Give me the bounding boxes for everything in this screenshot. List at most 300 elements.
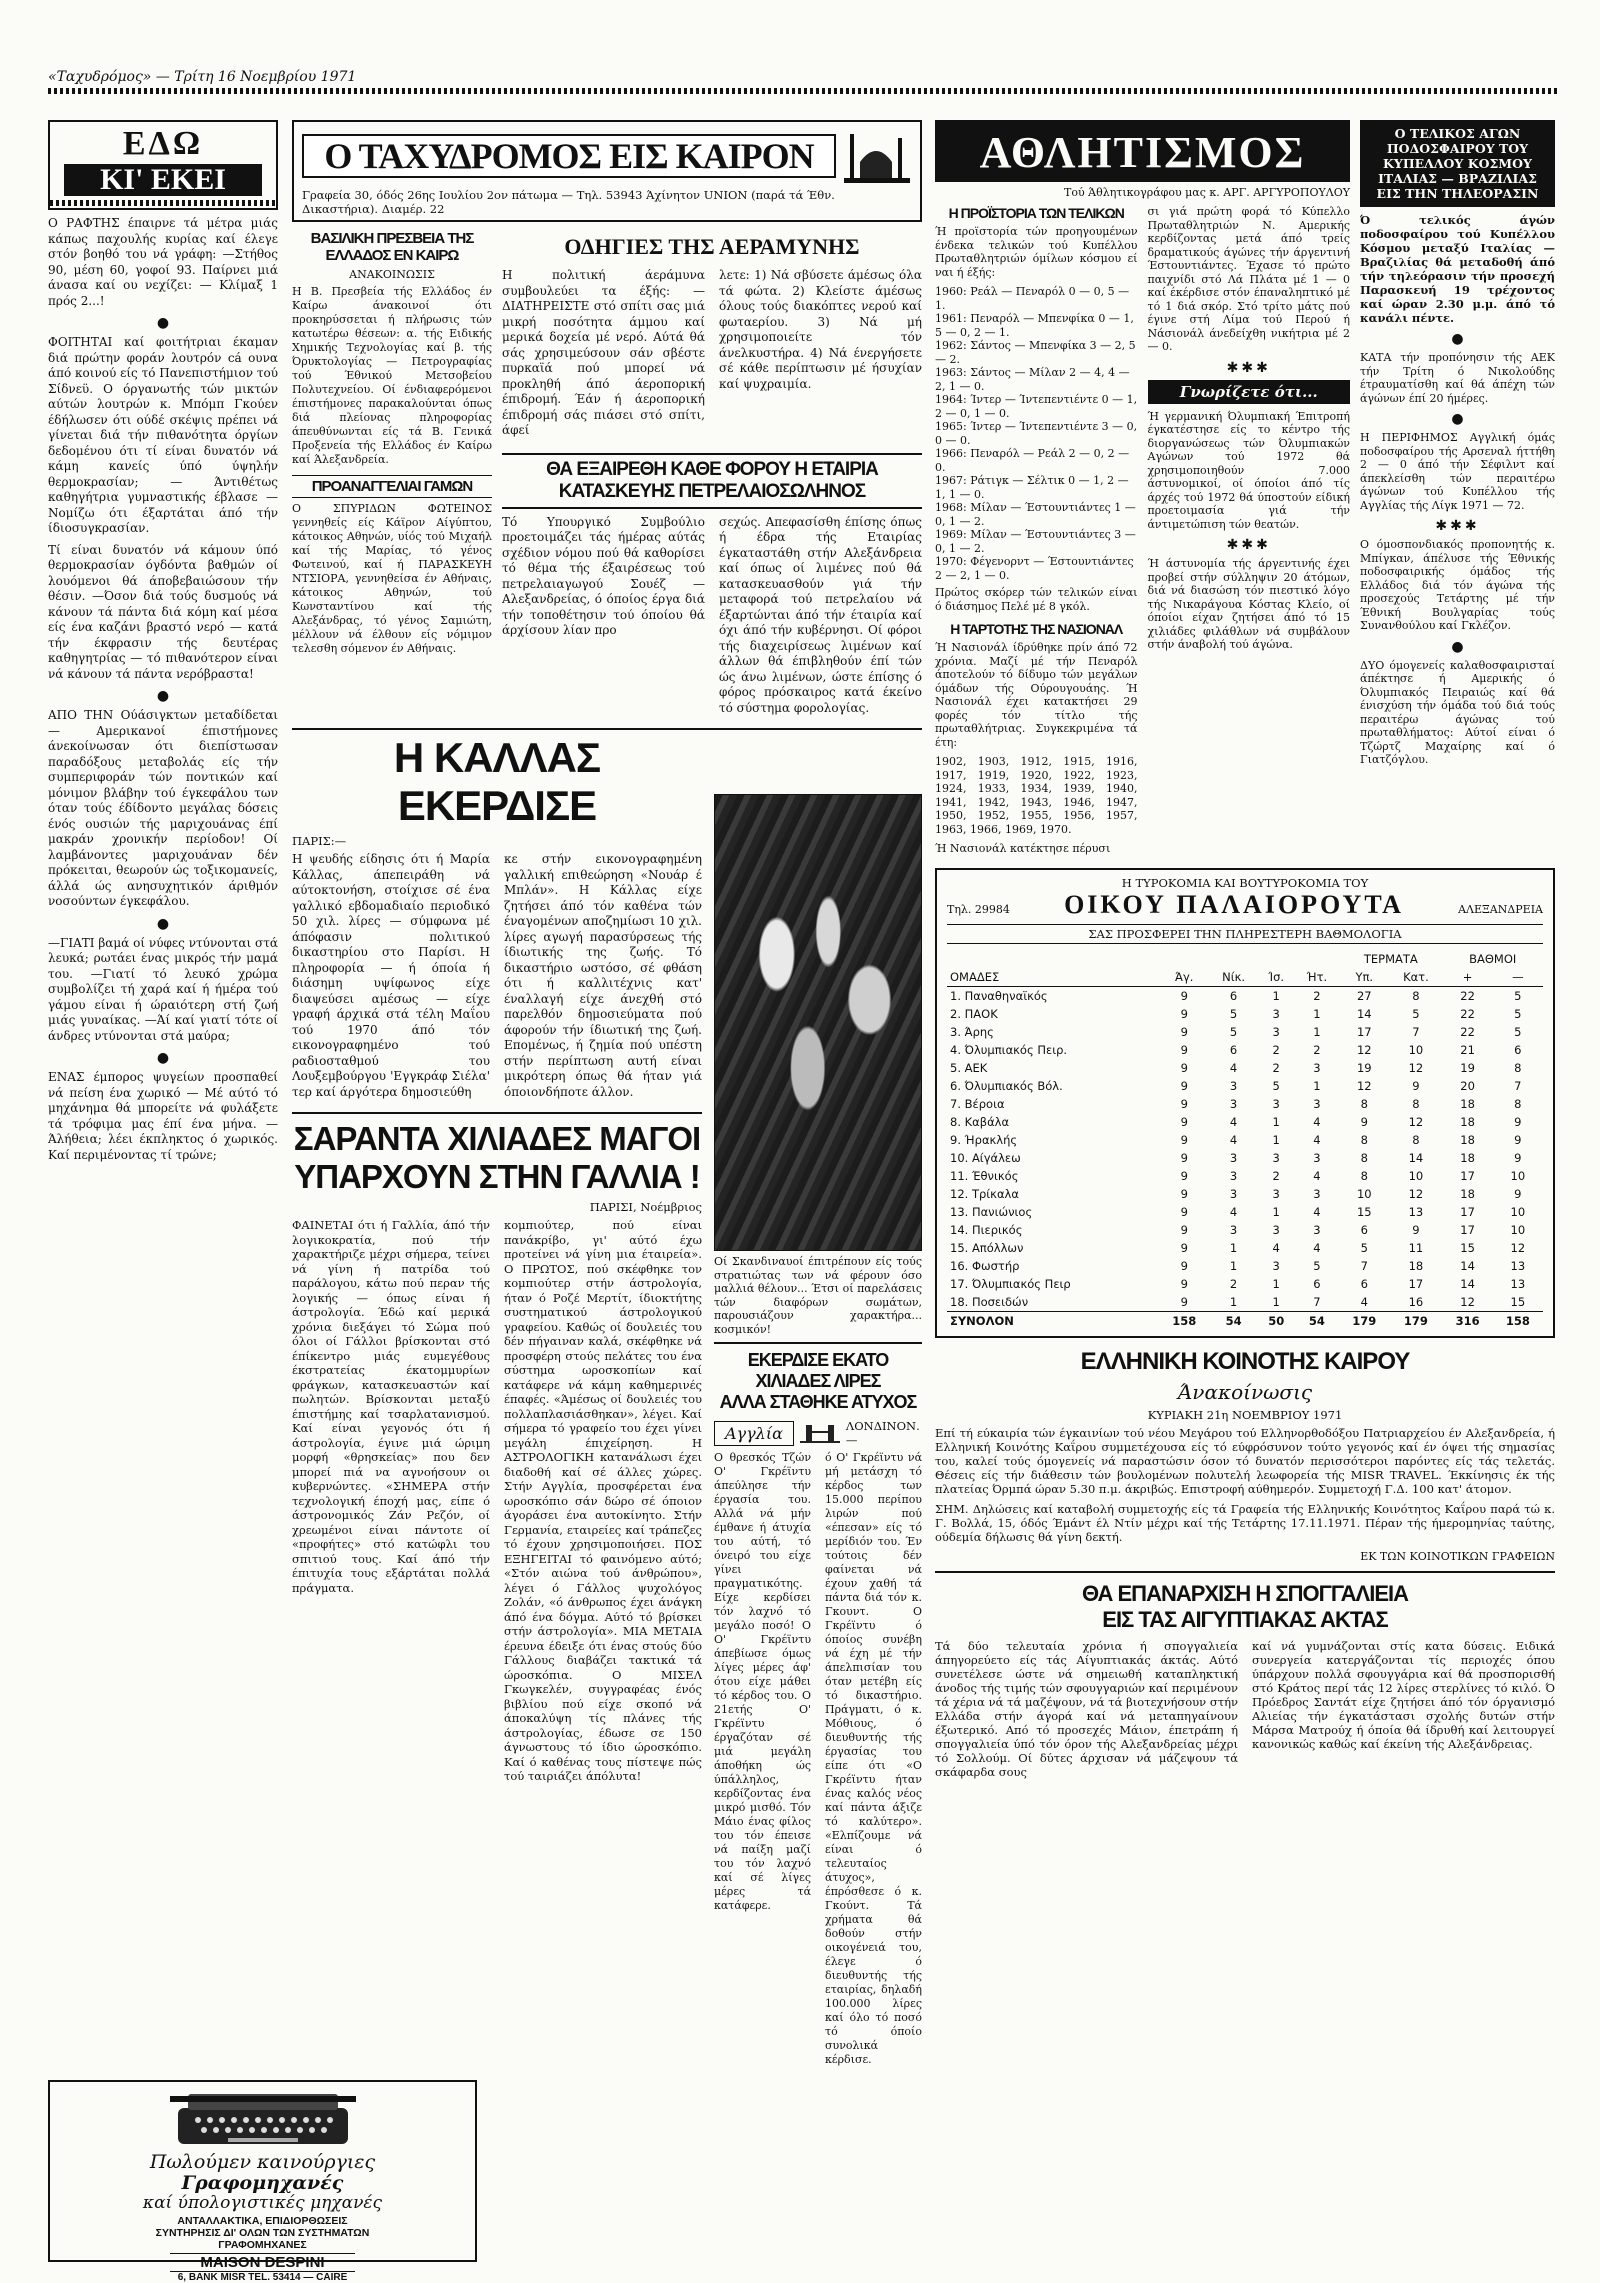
star-divider: ✱✱✱ (1226, 537, 1271, 553)
tax-text-left: Τό Υπουργικό Συμβούλιο προετοιμάζει τάς ήμέρας αύτάς σχέδιον νόμου πού θά καθορίσει τό θέμα τής έξαιρέσεως τού πετρελαιαγωγού Σουέζ — Αλεξανδρείας, ό όποίος έργα διά τήν τοποθέτησιν τού όποίου θά άρχίσουν λίαν προ (502, 514, 705, 637)
table-cell: 12 (1408, 1060, 1424, 1075)
sports-side (1360, 120, 1555, 862)
nacional-end: Ή Νασιονάλ κατέκτησε πέρυσι (935, 842, 1111, 855)
list-item: 1967: Ράτιγκ — Σέλτικ 0 — 1, 2 — 1, 1 — 0. (935, 474, 1129, 501)
did-you-know-1: Ή γερμανική Όλυμπιακή Έπιτροπή έγκατέστησε είς το κέντρο τής διοργανώσεως τών Όλυμπιακών Αγώνων τού 1972 θά χρησιμοποιηθούν 7.000 άστυνομικοί, οί όποίοι άπό τίς άρχές τού 1972 θά ύποστούν είδική προετοιμασία γιά τήν άντιμετώπιση τών θεατών. (1147, 409, 1350, 531)
total-cell: 158 (1493, 1311, 1543, 1330)
callas-text-right: κε στήν εικονογραφημένη γαλλική επιθεώρηση «Νουάρ έ Μπλάν». Η Κάλλας είχε ζητήσει άπό τόν καθένα τών έναγομένων αποζημίωσι 10 χιλ. λίρες αγωγή παρασύρσεως τής ίδιωτικής της ζωής. Τό δικαστήριο ωστόσο, σέ φθάση ότι ή καλλιτέχνις κατ' έναλλαγή είχε άνεχθή στό παρελθόν δημοσιεύματα πού άφορούν τήν ίδιωτική της ζωή. Επομένως, ή ζημία πού υπέστη στήν περίπτωση αυτή είναι μικρότερη όπως θά ήταν γιά όποιονδήποτε άλλον. (504, 852, 702, 1099)
table-cell: 1 (1313, 1078, 1321, 1093)
table-row (947, 1149, 1543, 1167)
table-cell: 18 (1460, 1186, 1475, 1201)
table-header-cell: Ήτ. (1295, 968, 1340, 987)
table-cell: 8 (1412, 988, 1420, 1003)
edo-paragraph-brides: —ΓΙΑΤΙ βαμά οί νύφες ντύνονται στά λευκά; ρωτάει ένας μικρός τήν μαμά του. —Γιατί τό λευκό χρώμα συμβολίζει τή χαρά καί ή ήμέρα τού γάμου είναι ή ώραιότερη στή ζωή μιάς γυναίκας. —Άί καί γιατί τότε οί άνδρες ντύνονται στά μαύρα; (48, 935, 278, 1043)
cairo-address: Γραφεία 30, όδός 26ης Ιουλίου 2ον πάτωμα — Τηλ. 53943 Άχίνητον UNION (παρά τά Έθν. Δικαστήρια). Διαμέρ. 22 (302, 188, 835, 216)
table-cell: 5 (1514, 1006, 1522, 1021)
table-cell: 3 (1313, 1096, 1321, 1111)
magi-text-col2: κομπιούτερ, πού είναι πανάκρίβο, γι' αύτό έχω προτείνει νά γίνη μια έταιρεία». Ο ΠΡΩΤΟΣ, πού σκέφθηκε τον κομπιούτερ στήν άστρολογία, ήταν ό Ροζέ Μερτίτ, ίδιοκτήτης συστηματικού άστρολογικού γραφείου. Καθώς οί δουλειές του δέν πήγαιναν καλά, σκέφθηκε νά προσφέρη στούς πελάτες του ένα σύστημα ωροσκοπίων καί κατάφερε νά κάμη καθημερινές έπαφές. «Άμέσως οί δουλειές του πολλαπλασιάσθηκαν», λέγει. Καί σήμερα τό γραφείο του έχει γίνει μεγάλη έπιχείρηση. Η ΑΣΤΡΟΛΟΓΙΚΗ κατανάλωσι έχει διαδοθή καί σέ άλλες χώρες. Στήν Αγγλία, προσφέρεται ένα ωροσκόπιο σάν δώρο σέ όποιον άγοράσει ένα αυτοκίνητο. Στήν Γερμανία, εταιρείες καί τράπεζες τό έχουν χρησιμοποιήσει. ΠΟΣ ΕΞΗΓΕΙΤΑΙ τό φαινόμενο αύτό; «Στόν αιώνα τού άνθρώπου», λέγει ό Γάλλος ψυχολόγος Ζολάν, «ό άνθρωπος έχει άνάγκη άπό ένα δόγμα. Αύτό τό βρίσκει στήν άστρολογία». ΜΙΑ ΜΕΤΑΙΑ έρευνα έδειξε ότι ένας στούς δύο Γάλλους διαβάζει τακτικά τά ώροσκόπια. Ο ΜΙΣΕΛ Γκωγκελέν, συγγραφέας ένός βιβλίου πού είχε σκοπό νά άποκαλύψη τίς πλάνες τής άστρολογίας, έδωσε σε 150 άγνωστους τό ίδιο ώροσκόπιο. Καί ό καθένας τους πίστεψε πώς τού ταιριάζει άπόλυτα! (504, 1218, 702, 1783)
lottery-headline-line1: ΕΚΕΡΔΙΣΕ ΕΚΑΤΟ ΧΙΛΙΑΔΕΣ ΛΙΡΕΣ (747, 1350, 889, 1391)
team-name: 17. Όλυμπιακός Πειρ (950, 1276, 1071, 1291)
team-name: 7. Βέροια (950, 1096, 1005, 1111)
ad-line-service: ΣΥΝΤΗΡΗΣΙΣ ΔΙ' ΟΛΩΝ ΤΩΝ ΣΥΣΤΗΜΑΤΩΝ (155, 2227, 370, 2239)
table-cell: 6 (1229, 988, 1238, 1003)
community-subtitle: Άνακοίνωσις (1177, 1379, 1313, 1404)
table-cell: 13 (1408, 1204, 1424, 1219)
table-row (947, 1023, 1543, 1041)
embassy-text: Η Β. Πρεσβεία τής Ελλάδος έν Καίρω άνακοινοί ότι προκηρύσσεται ή πλήρωσις τών κατωτέρω θέσεων: α. τής Ειδικής Χημικής Τεχνολογίας καί β. τής Όρυκτολογίας — Πετρογραφίας τού Έθνικού Μετσοβείου Πολυτεχνείου. Οί ένδιαφερόμενοι έπιστήμονες παρακαλούνται όπως διά πλείονας πληροφορίας άπευθύνωνται είς τά Β. Γενικά Προξενεία τής Ελλάδος έν Καίρω καί Άλεξανδρεία. (292, 285, 492, 466)
table-cell: 9 (1180, 988, 1188, 1003)
table-cell: 5 (1313, 1258, 1321, 1273)
list-item: 1964: Ίντερ — Ίντεπεντιέντε 0 — 1, 2 — 0, 1 — 0. (935, 393, 1138, 420)
table-cell: 19 (1460, 1060, 1475, 1075)
league-table (947, 950, 1543, 1330)
table-cell: 14 (1356, 1006, 1372, 1021)
table-cell: 9 (1360, 1114, 1368, 1129)
table-cell: 12 (1356, 1042, 1372, 1057)
ad-line-calculators: καί ύπολογιστικές μηχανές (142, 2193, 383, 2213)
community-title: ΕΛΛΗΝΙΚΗ ΚΟΙΝΟΤΗΣ ΚΑΙΡΟΥ (1080, 1347, 1410, 1375)
table-cell: 15 (1356, 1204, 1372, 1219)
table-cell: 9 (1412, 1222, 1420, 1237)
table-cell: 18 (1460, 1114, 1475, 1129)
table-cell: 18 (1408, 1258, 1424, 1273)
engagement-heading: ΠΡΟΑΝΑΓΓΕΛΙΑΙ ΓΑΜΩΝ (292, 475, 492, 498)
table-cell: 3 (1313, 1150, 1321, 1165)
table-cell: 4 (1313, 1168, 1321, 1183)
total-label: ΣΥΝΟΛΟΝ (947, 1311, 1159, 1330)
edo-title-box (48, 120, 278, 210)
prehistory-intro: Ή προϊστορία τών προηγουμένων ένδεκα τελικών τού Κυπέλλου Πρωταθλητριών όμίλων κόσμου εί ναι ή έξής: (935, 225, 1138, 279)
bullet-divider: ● (1451, 411, 1464, 427)
column-group-goals: ΤΕΡΜΑΤΑ (1363, 951, 1418, 966)
table-cell: 4 (1272, 1240, 1280, 1255)
table-cell: 9 (1180, 1132, 1188, 1147)
table-cell: 3 (1272, 1006, 1280, 1021)
table-cell: 5 (1514, 988, 1522, 1003)
table-cell: 4 (1360, 1294, 1368, 1309)
callas-text-left: Η ψευδής είδησις ότι ή Μαρία Κάλλας, άπεπειράθη νά αύτοκτονήση, στοίχισε σέ ένα γαλλικό εβδομαδιαίο περιοδικό 50 χιλ. λίρες — σύμφωνα μέ άπόφασιν πολιτικού δικαστηρίου στο Παρίσι. Η πληροφορία — ή όποία ή διάσημη υψίφωνος είχε διαψεύσει αμέσως — είχε γραφή άρχικά στά τέλη Μαΐου τού 1970 άπό τόν εικονογραφημένο τού ραδιοσταθμού του Λουξεμβούργου 'Εγγκράφ Σιέλα' τερ καί άργότερα δημοσιεύθη (292, 852, 490, 1099)
table-cell: 8 (1360, 1150, 1368, 1165)
table-group-row (947, 950, 1543, 968)
table-cell: 18 (1460, 1150, 1475, 1165)
list-item: 1965: Ίντερ — Ίντεπεντιέντε 3 — 0, 0 — 0. (935, 420, 1138, 447)
table-cell: 3 (1229, 1168, 1238, 1183)
dairy-ad-city: ΑΛΕΞΑΝΔΡΕΙΑ (1458, 902, 1543, 916)
table-cell: 3 (1272, 1096, 1280, 1111)
sponge-headline-line1: ΘΑ ΕΠΑΝΑΡΧΙΣΗ Η ΣΠΟΓΓΑΛΙΕΙΑ (1081, 1580, 1408, 1606)
table-cell: 10 (1356, 1186, 1372, 1201)
table-cell: 11 (1408, 1240, 1424, 1255)
table-cell: 3 (1229, 1186, 1238, 1201)
ad-line-machines: ΓΡΑΦΟΜΗΧΑΝΕΣ (218, 2239, 307, 2251)
table-cell: 6 (1360, 1222, 1368, 1237)
table-row (947, 1059, 1543, 1077)
callas-and-magi (292, 734, 702, 2073)
dairy-ad-name: ΟΙΚΟΥ ΠΑΛΑΙΟΡΟΥΤΑ (1064, 889, 1404, 919)
table-cell: 4 (1313, 1204, 1321, 1219)
callas-headline: Η ΚΑΛΛΑΣ ΕΚΕΡΔΙΣΕ (393, 734, 601, 829)
table-cell: 12 (1510, 1240, 1526, 1255)
team-name: 5. ΑΕΚ (950, 1060, 988, 1075)
total-cell: 50 (1258, 1311, 1295, 1330)
team-name: 11. Έθνικός (950, 1168, 1019, 1183)
table-cell: 7 (1360, 1258, 1368, 1273)
column-group-points: ΒΑΘΜΟΙ (1469, 951, 1517, 966)
air-defense-and-tax (502, 230, 922, 722)
table-cell: 1 (1229, 1240, 1238, 1255)
table-cell: 1 (1272, 1114, 1280, 1129)
tower-bridge-icon (800, 1421, 840, 1445)
table-cell: 2 (1313, 988, 1321, 1003)
team-name: 16. Φωστήρ (950, 1258, 1020, 1273)
lottery-text-left: Ο θρεσκός Τζών Ο' Γκρέϊντυ άπεύλησε τήν έργασία του. Αλλά νά μήν έμθανε ή άτυχία του αύτή, τό όνειρό του είχε γίνει πραγματικότης. Είχε κερδίσει τόν λαχνό τό μεγάλο ποσό! Ο Ο' Γκρέϊντυ άπεβίωσε όμως λίγες μέρες άφ' ότου είχε μάθει τό κέρδος του. Ο 21ετής Ο' Γκρέϊντυ έργαζόταν σέ μιά μεγάλη άποθήκη ώς ύπάλληλος, κερδίζοντας ένα μικρό μισθό. Τόν Μάιο ένας φίλος του τόν έπεισε νά παίξη μαζί του τόν λαχνό καί σέ λίγες μέρες τά κατάφερε. (714, 1451, 811, 1912)
prehistory-heading: Η ΠΡΟΪΣΤΟΡΙΑ ΤΩΝ ΤΕΛΙΚΩΝ (948, 205, 1124, 221)
team-name: 15. Απόλλων (950, 1240, 1024, 1255)
edo-paragraph-washington: ΑΠΟ ΤΗΝ Ούάσιγκτων μεταδίδεται — Αμερικανοί έπιστήμονες άνεκοίνωσαν ότι διεπίστωσαν παραδόξους μεταβολάς είς τήν συμπεριφοράν τών ποντικών καί μόνιμον βλάβην τού έγκεφάλου των όταν τούς έδίδοντο μεγάλας δόσεις ένός ουσιών τής μαριχουάνας έπί μακράν χρονικήν περίοδον! Οί λαμβάνοντες μαριχουάναν δέν πρόκειται, θεωρούν ώς τοξικομανείς, άλλά ώς ανησυχητικόν άριθμόν νοσούντων έγκεφάλου. (48, 708, 278, 908)
table-row (947, 1239, 1543, 1257)
table-cell: 9 (1180, 1150, 1188, 1165)
table-cell: 9 (1514, 1150, 1522, 1165)
did-you-know-heading: Γνωρίζετε ότι... (1148, 380, 1351, 404)
team-name: 12. Τρίκαλα (950, 1186, 1019, 1201)
table-cell: 1 (1229, 1258, 1238, 1273)
table-cell: 2 (1313, 1042, 1321, 1057)
table-cell: 6 (1313, 1276, 1321, 1291)
table-cell: 8 (1360, 1132, 1368, 1147)
team-name: 4. Όλυμπιακός Πειρ. (950, 1042, 1068, 1057)
table-cell: 12 (1408, 1114, 1424, 1129)
bullet-divider: ● (1451, 331, 1464, 347)
community-signature: ΕΚ ΤΩΝ ΚΟΙΝΟΤΙΚΩΝ ΓΡΑΦΕΙΩΝ (1360, 1549, 1555, 1563)
table-cell: 9 (1180, 1240, 1188, 1255)
table-header-cell: Κατ. (1389, 968, 1442, 987)
table-cell: 1 (1229, 1294, 1238, 1309)
sports-title: ΑΘΛΗΤΙΣΜΟΣ (979, 128, 1306, 177)
table-cell: 12 (1460, 1294, 1475, 1309)
table-cell: 7 (1313, 1294, 1321, 1309)
table-cell: 8 (1412, 1132, 1420, 1147)
nacional-continued: σι γιά πρώτη φορά τό Κύπελλο Πρωταθλητριών Ν. Αμερικής κερδίζοντας μετά άπό τρείς δραματικούς άγώνες τήν άργεντινή Έστουντιάντες. Έχασε τό πρώτο παιχνίδι στό Λά Πλάτα μέ 1 — 0 καί έκέρδισε στόν έπαναληπτικό μέ τό 1 διά σκόρ. Στό τρίτο μάτς πού έγινε στή Λίμα τού Περού ή Νάσιονάλ άνεδείχθη νικήτρια μέ 2 — 0. (1147, 205, 1350, 353)
table-cell: 14 (1460, 1258, 1475, 1273)
masthead-rule (48, 88, 1558, 94)
ad-line-new: Πωλούμεν καινούργιες (149, 2151, 376, 2173)
table-cell: 14 (1460, 1276, 1475, 1291)
standings-box (935, 868, 1555, 1338)
embassy-heading: ΒΑΣΙΛΙΚΗ ΠΡΕΣΒΕΙΑ ΤΗΣ ΕΛΛΑΔΟΣ ΕΝ ΚΑΙΡΩ (310, 230, 474, 264)
team-name: 9. Ήρακλής (950, 1132, 1018, 1147)
table-cell: 19 (1356, 1060, 1372, 1075)
did-you-know-2: Ή άστυνομία τής άργεντινής έχει προβεί στήν σύλληψιν 20 άτόμων, διά νά διασώση τόν πιεστικό λόγο τής Νικαράγουα Κόστας Κλείο, οί όποίοι είχαν ζητήσει άπό τό 15 χιλιάδες φιλάθλων νά συμβάλουν στήν άναβολή τού άγώνα. (1147, 557, 1350, 651)
soldiers-photo (714, 794, 922, 1251)
mosque-icon (842, 128, 912, 184)
table-cell: 2 (1229, 1276, 1238, 1291)
table-cell: 3 (1272, 1024, 1280, 1039)
finals-list (935, 285, 1138, 582)
table-cell: 3 (1272, 1258, 1280, 1273)
bullet-divider: ● (1451, 638, 1464, 655)
air-defense-right: λετε: 1) Νά σβύσετε άμέσως όλα τά φώτα. 2) Κλείστε άμέσως όλους τούς διακόπτες νερού καί φωταερίου. 3) Νά μή χρησιμοποιείτε τόν άνελκυστήρα. 4) Νά ένεργήσετε σέ κάθε περίπτωσιν μέ ήσυχίαν καί ψυχραιμία. (719, 268, 922, 391)
table-cell: 9 (1180, 1078, 1188, 1093)
table-cell: 7 (1514, 1078, 1522, 1093)
photo-and-lottery (714, 734, 922, 2073)
column-cairo (292, 120, 922, 2260)
team-name: 8. Καβάλα (950, 1114, 1010, 1129)
table-cell: 9 (1514, 1114, 1522, 1129)
sports-news-1: ΚΑΤΑ τήν προπόνησιν τής ΑΕΚ τήν Τρίτη ό Νικολούδης έτραυματίσθη καί θά άπέχη τών άγώνων έπί 20 ήμέρες. (1360, 351, 1555, 405)
lottery-text-right: ό Ο' Γκρέϊντυ νά μή μετάσχη τό κέρδος των 15.000 περίπου λιρών πού «έπεσαν» είς τό μερίδιόν του. Έν τούτοις δέν φαίνεται νά έχουν χαθή τά πάντα διά τόν κ. Γκουντ. Ο Γκρέϊντυ ό όποίος συνέβη νά έχη μέ τήν άπελπισίαν του όταν μετέβη είς τό δικαστήριο. Πράγματι, ό κ. Μόθιους, ό διευθυντής τής έργασίας του είπε ότι «Ο Γκρέϊντυ ήταν ένας καλός νέος καί πάντα άξιζε τό καλύτερο». «Ελπίζουμε νά είναι ό τελευταίος άτυχος», έπρόσθεσε ό κ. Γκούντ. Τά χρήματα θά δοθούν στήν οικογένειά του, έλεγε ό διευθυντής τής εταιρίας, δηλαδή 100.000 λίρες καί όλο τό ποσό τό όποίο συνολικά κέρδισε. (825, 1451, 922, 2066)
edo-title-line1: ΕΔΩ (122, 125, 204, 162)
dairy-ad-slogan: ΣΑΣ ΠΡΟΣΦΕΡΕΙ ΤΗΝ ΠΛΗΡΕΣΤΕΡΗ ΒΑΘΜΟΛΟΓΙΑ (947, 924, 1543, 944)
table-cell: 5 (1272, 1078, 1280, 1093)
edo-paragraph-tailor: Ο ΡΑΦΤΗΣ έπαιρνε τά μέτρα μιάς κάπως παχουλής κυρίας καί έλεγε στόν βοηθό του νά γράφη: —Στήθος 90, μέση 60, γοφοί 93. Παίρνει μιά άνασα καί ου νεχίζει: — Κλίμαξ 1 πρός 2...! (48, 216, 278, 308)
table-cell: 15 (1460, 1240, 1475, 1255)
callas-dateline: ΠΑΡΙΣ:— (292, 834, 347, 848)
section-divider (935, 1571, 1555, 1573)
table-cell: 9 (1180, 1024, 1188, 1039)
table-cell: 17 (1460, 1222, 1475, 1237)
community-announcement (935, 1348, 1555, 1563)
dairy-ad-tel: Τηλ. 29984 (947, 902, 1010, 916)
table-cell: 13 (1510, 1258, 1526, 1273)
table-row (947, 1275, 1543, 1293)
table-header-cell: Νίκ. (1209, 968, 1257, 987)
table-cell: 13 (1510, 1276, 1526, 1291)
table-cell: 3 (1313, 1222, 1321, 1237)
table-cell: 4 (1313, 1132, 1321, 1147)
nacional-text: Ή Νασιονάλ ίδρύθηκε πρίν άπό 72 χρόνια. Μαζί μέ τήν Πεναρόλ άποτελούν τό δίδυμο τών μεγάλων όμάδων τής Ούρουγουάης. Ή Νασιονάλ έχει κατακτήσει 29 φορές τόν τίτλο τής πρωταθλήτριας. Συγκεκριμένα τά έτη: (935, 641, 1138, 749)
table-row (947, 1041, 1543, 1059)
table-cell: 12 (1408, 1186, 1424, 1201)
table-cell: 3 (1313, 1186, 1321, 1201)
table-cell: 1 (1272, 988, 1280, 1003)
table-cell: 22 (1460, 988, 1475, 1003)
tax-text-right: σεχώς. Απεφασίσθη έπίσης όπως ή έδρα τής Εταιρίας έγκαταστάθη στήν Αλεξάνδρεια καί όπως οί λιμένες πού θά κατασκευασθούν γιά τήν μεταφορά τού πετρελαίου νά έξαρτώνται άπό τήν έταιρία καί όχι άπό τήν κυβέρνησι. Οί φόροι τής διαχειρίσεως λιμένων καί άλλων θά έπιβληθούν έπί τών ώς άνω λιμένων, ώστε έπίσης ό φόρος πρόσκαιρος κατά έκείνο τό σύστημα φορολογίας. (719, 514, 922, 715)
list-item: 1968: Μίλαν — Έστουντιάντες 1 — 0, 1 — 2. (935, 501, 1136, 528)
table-row (947, 1257, 1543, 1275)
table-total-row (947, 1311, 1543, 1330)
table-cell: 1 (1272, 1294, 1280, 1309)
tax-headline (502, 453, 922, 509)
table-header-cell: ΟΜΑΔΕΣ (947, 968, 1159, 987)
tax-headline-line2: ΚΑΤΑΣΚΕΥΗΣ ΠΕΤΡΕΛΑΙΟΣΩΛΗΝΟΣ (558, 480, 866, 502)
community-text: Επί τή εύκαιρία τών έγκαινίων τού νέου Μεγάρου τού Ελληνορθοδόξου Πατριαρχείου έν Αλεξανδρεία, ή Ελληνική Κοινότης Καΐρου συμμετέχουσα είς τό εύφρόσυνον τούτο γεγονός καί έν όψει τής σημασίας του, καλεί τούς όμογενείς νά παραστώσιν όσον τό δυνατόν περισσότεροι παρόντες είς τάς τελετάς. Θέσεις είς τήν διάθεσιν τών βουλομένων πολυτελή λεωφορεία τής MISR TRAVEL. Έκκίνησις έκ τής πλατείας Όρμπά ώραν 5.30 π.μ. άκριβώς. Επιστροφή αύθημερόν. Συμμετοχή Γ.Δ. 100 κατ' άτομον. (935, 1425, 1555, 1496)
table-cell: 3 (1313, 1060, 1321, 1075)
table-cell: 17 (1460, 1168, 1475, 1183)
table-header-row (947, 968, 1543, 987)
table-cell: 9 (1180, 1042, 1188, 1057)
table-cell: 3 (1229, 1078, 1238, 1093)
sports-banner (935, 120, 1350, 182)
total-cell: 179 (1389, 1311, 1442, 1330)
table-cell: 10 (1408, 1042, 1424, 1057)
total-cell: 54 (1209, 1311, 1257, 1330)
table-header-cell: — (1493, 968, 1543, 987)
sports-main (935, 120, 1350, 862)
ad-brand: MAISON DESPINI (170, 2253, 355, 2272)
total-cell: 316 (1442, 1311, 1492, 1330)
ad-address: 6, BANK MISR TEL. 53414 — CAIRE (177, 2272, 348, 2283)
table-cell: 10 (1510, 1168, 1526, 1183)
table-cell: 4 (1313, 1114, 1321, 1129)
photo-caption: Οί Σκανδιναυοί έπιτρέπουν είς τούς στρατιώτας των νά φέρουν όσο μαλλιά θέλουν... Έτσι οί παρελάσεις τών διαφόρων σωμάτων, παρουσιάζουν χαρακτήρα... κοσμικόν! (714, 1255, 922, 1336)
ad-line-typewriters: Γραφομηχανές (181, 2172, 344, 2194)
cairo-banner (292, 120, 922, 222)
table-cell: 3 (1229, 1096, 1238, 1111)
table-cell: 9 (1412, 1078, 1420, 1093)
table-cell: 5 (1229, 1024, 1238, 1039)
sports-byline: Τού Άθλητικογράφου μας κ. ΑΡΓ. ΑΡΓΥΡΟΠΟΥΛΟΥ (1064, 186, 1350, 199)
table-cell: 17 (1356, 1024, 1372, 1039)
world-cup-tv-heading: Ο ΤΕΛΙΚΟΣ ΑΓΩΝ ΠΟΔΟΣΦΑΙΡΟΥ ΤΟΥ ΚΥΠΕΛΛΟΥ ΚΟΣΜΟΥ ΙΤΑΛΙΑΣ — ΒΡΑΖΙΛΙΑΣ ΕΙΣ ΤΗΝ ΤΗΛΕΟΡΑΣΙΝ (1376, 126, 1539, 201)
table-cell: 9 (1180, 1186, 1188, 1201)
team-name: 1. Παναθηναϊκός (950, 988, 1048, 1003)
list-item: 1961: Πεναρόλ — Μπενφίκα 0 — 1, 5 — 0, 2 — 1. (935, 312, 1134, 339)
edo-title-line2: ΚΙ' ΕΚΕΙ (64, 164, 262, 196)
table-cell: 16 (1408, 1294, 1424, 1309)
list-item: 1963: Σάντος — Μίλαν 2 — 4, 4 — 2, 1 — 0. (935, 366, 1130, 393)
table-cell: 4 (1313, 1240, 1321, 1255)
column-sports (935, 120, 1555, 2260)
table-cell: 1 (1272, 1276, 1280, 1291)
table-cell: 8 (1514, 1096, 1522, 1111)
bullet-divider: ● (156, 688, 170, 704)
community-note: ΣΗΜ. Δηλώσεις καί καταβολή συμμετοχής είς τά Γραφεία τής Ελληνικής Κοινότητος Καΐρου παρά τώ κ. Γ. Βολλά, 15, όδός Έμάντ έλ Ντίν μέχρι καί τής Τετάρτης 17.11.1971. Πέραν τής ήμερομηνίας ταύτης, ούδεμία δήλωσις θά γίνη δεκτή. (935, 1501, 1555, 1544)
table-cell: 9 (1180, 1096, 1188, 1111)
table-header-cell: + (1442, 968, 1492, 987)
table-cell: 9 (1180, 1060, 1188, 1075)
edo-paragraph-students: ΦΟΙΤΗΤΑΙ καί φοιτήτριαι έκαμαν διά πρώτην φοράν λουτρόν cá ουνα άπό κοινού είς τό Πανεπιστήμιον τού Σίδνεϋ. Ο όργανωτής τών μικτών αύτών λουτρών κ. Μπόμπ Γκούεν έδήλωσεν ότι ούδέ σκέψις πρέπει νά γίνεται διά τήν πιθανότητα όργίων δεδομένου ότι τί είναι δυνατόν νά κάμη κανείς ύπό ύψηλήν θερμοκρασίαν; — Άντιθέτως καθηγήτρια γυμναστικής έβλασε —Νομίζω ότι έξαρτάται άπό τήν ίδιοσυγκρασίαν. (48, 335, 278, 535)
team-name: 10. Αίγάλεω (950, 1150, 1021, 1165)
table-cell: 1 (1272, 1204, 1280, 1219)
table-cell: 9 (1180, 1222, 1188, 1237)
section-divider (292, 1112, 702, 1114)
table-cell: 15 (1510, 1294, 1526, 1309)
table-cell: 6 (1360, 1276, 1368, 1291)
list-item: 1970: Φέγενορντ — Έστουντιάντες 2 — 2, 1 — 0. (935, 555, 1134, 582)
table-cell: 8 (1360, 1168, 1368, 1183)
table-cell: 5 (1514, 1024, 1522, 1039)
table-row (947, 1005, 1543, 1023)
table-cell: 7 (1412, 1024, 1420, 1039)
lottery-dateline: ΛΟΝΔΙΝΟΝ.— (845, 1419, 920, 1447)
table-cell: 10 (1510, 1222, 1526, 1237)
table-cell: 9 (1180, 1114, 1188, 1129)
section-divider (292, 728, 922, 730)
team-name: 13. Πανιώνιος (950, 1204, 1033, 1219)
ad-line-parts: ΑΝΤΑΛΛΑΚΤΙΚΑ, ΕΠΙΔΙΟΡΘΩΣΕΙΣ (177, 2215, 348, 2227)
table-row (947, 1095, 1543, 1113)
table-cell: 27 (1356, 988, 1372, 1003)
sponge-article (935, 1581, 1555, 1785)
team-name: 6. Όλυμπιακός Βόλ. (950, 1078, 1063, 1093)
table-cell: 9 (1180, 1276, 1188, 1291)
table-row (947, 986, 1543, 1005)
table-cell: 6 (1514, 1042, 1522, 1057)
cairo-notices (292, 230, 492, 722)
magi-headline-line2: ΥΠΑΡΧΟΥΝ ΣΤΗΝ ΓΑΛΛΙΑ ! (294, 1158, 700, 1195)
star-divider: ✱✱✱ (1435, 518, 1480, 534)
section-divider (714, 1342, 922, 1344)
table-row (947, 1185, 1543, 1203)
team-name: 2. ΠΑΟΚ (950, 1006, 998, 1021)
edo-paragraph-heat: Τί είναι δυνατόν νά κάμουν ύπό θερμοκρασίαν όγδόντα βαθμών οί λουόμενοι θά άποβεβαιώσουν τήν θέσιν. —Όσον διά τούς δυσμούς νά κάνουν τά πάντα διά κόμη καί μέσα είς ένα καζάνι βραστό νερό — κατά τήν έκφρασιν τής δευτέρας καθηγητρίας — τό πιθανότερον είναι νά κάνουν τά πάντα νερόβραστα! (48, 542, 278, 681)
table-cell: 9 (1180, 1294, 1188, 1309)
nacional-heading: Η ΤΑΡΤΟΤΗΣ ΤΗΣ ΝΑΣΙΟΝΑΛ (950, 621, 1123, 637)
table-cell: 10 (1408, 1168, 1424, 1183)
table-cell: 4 (1229, 1204, 1238, 1219)
table-cell: 9 (1514, 1132, 1522, 1147)
table-cell: 8 (1412, 1096, 1420, 1111)
tax-headline-line1: ΘΑ ΕΞΑΙΡΕΘΗ ΚΑΘΕ ΦΟΡΟΥ Η ΕΤΑΙΡΙΑ (546, 458, 878, 480)
table-cell: 17 (1408, 1276, 1424, 1291)
cairo-title: Ο ΤΑΧΥΔΡΟΜΟΣ ΕΙΣ ΚΑΙΡΟΝ (302, 134, 836, 178)
sponge-headline-line2: ΕΙΣ ΤΑΣ ΑΙΓΥΠΤΙΑΚΑΣ ΑΚΤΑΣ (1102, 1606, 1388, 1632)
dairy-ad-line1: Η ΤΥΡΟΚΟΜΙΑ ΚΑΙ ΒΟΥΤΥΡΟΚΟΜΙΑ ΤΟΥ (1121, 875, 1369, 890)
bullet-divider: ● (156, 315, 170, 331)
world-cup-tv-heading-box (1360, 120, 1555, 207)
table-row (947, 1167, 1543, 1185)
embassy-subheading: ΑΝΑΚΟΙΝΩΣΙΣ (349, 268, 435, 281)
prehistory-note: Πρώτος σκόρερ τών τελικών είναι ό διάσημος Πελέ μέ 8 γκόλ. (935, 586, 1138, 613)
magi-dateline: ΠΑΡΙΣΙ, Νοέμβριος (589, 1200, 702, 1214)
team-name: 14. Πιερικός (950, 1222, 1023, 1237)
table-row (947, 1113, 1543, 1131)
table-cell: 20 (1460, 1078, 1475, 1093)
sponge-text-left: Τά δύο τελευταία χρόνια ή σπογγαλιεία άπηγορεύετο είς τάς Αίγυπτιακάς άκτάς. Αύτό συνετέλεσε ώστε νά σημειωθή καταπληκτική άνοδος τής τιμής τών σφουγγαριών καί περιμένουν τά χέρια νά τά μαζέψουν, νά τά βιοτεχνήσουν στήν Ελλάδα στήν άγορά καί νά μεταπηγαίνουν έξωτερικό. Από τό προσεχές Μάιον, έπετράπη ή σπογγαλιεία ύπό τόν όρον τής Αλεξανδρείας μέχρι τό Σολλούμ. Οί δύτες άρχισαν νά μάζεψουν τά σκάφαρδα σους (935, 1638, 1238, 1779)
bullet-divider: ● (156, 915, 170, 932)
table-cell: 18 (1460, 1132, 1475, 1147)
table-cell: 22 (1460, 1024, 1475, 1039)
team-name: 3. Άρης (950, 1024, 994, 1039)
nacional-years: 1902, 1903, 1912, 1915, 1916, 1917, 1919, 1920, 1922, 1923, 1924, 1933, 1934, 1939, 1940, 1941, 1942, 1943, 1946, 1947, 1950, 1952, 1955, 1956, 1957, 1963, 1966, 1969, 1970. (935, 755, 1138, 836)
table-cell: 8 (1360, 1096, 1368, 1111)
column-edo-ki-ekei (48, 120, 278, 2068)
table-cell: 12 (1356, 1078, 1372, 1093)
edo-title-rule (50, 200, 276, 206)
magi-headline-line1: ΣΑΡΑΝΤΑ ΧΙΛΙΑΔΕΣ ΜΑΓΟΙ (293, 1120, 701, 1157)
sponge-text-right: καί νά γυμνάζονται στίς κατα δύσεις. Ειδικά συνεργεία κατεργάζονται τίς περιοχές όπου ύπάρχουν πολλά σφουγγάρια καί θά προσπορισθή στό Κράτος περί τάς 12 λίρες στερλίνες τό κιλό. Ό Πρόεδρος Σαντάτ είχε ζητήσει άπό τόν όργανισμό Αλιείας τήν έγκατάστασι σχολής δυτών στήν Μάρσα Ματρούχ ή όποία θά ίδρυθή καί λειτουργεί κανονικώς καθώς καί έκείνη τής Αλεξάνδρειας. (1252, 1638, 1555, 1751)
table-cell: 9 (1514, 1186, 1522, 1201)
world-cup-tv-text: Ό τελικός άγών ποδοσφαίρου τού Κυπέλλου Κόσμου μεταξύ Ιταλίας — Βραζιλίας θά μεταδοθή άπό τήν τηλεόρασιν τήν προσεχή Παρασκευή 19 τρέχοντος καί ώραν 2.30 μ.μ. άπό τό κανάλι πέντε. (1360, 213, 1555, 325)
table-cell: 22 (1460, 1006, 1475, 1021)
table-cell: 18 (1460, 1096, 1475, 1111)
table-cell: 9 (1180, 1168, 1188, 1183)
community-date: ΚΥΡΙΑΚΗ 21η ΝΟΕΜΒΡΙΟΥ 1971 (1147, 1407, 1343, 1422)
edo-paragraph-fridge: ΕΝΑΣ έμπορος ψυγείων προσπαθεί νά πείση ένα χωρικό — Μέ αύτό τό μηχάνημα θά μπορείτε νά φυλάξετε τά τρόφιμα μας έπί ένα μήνα. —Άλήθεια; λέει έκπληκτος ό χωρικός. Καί περιμένοντας τί τρώνε; (48, 1070, 278, 1162)
magi-text-col1: ΦΑΙΝΕΤΑΙ ότι ή Γαλλία, άπό τήν λογικοκρατία, πού τήν χαρακτήριζε μέχρι σήμερα, τείνει νά γίνη ή πατρίδα τού παράλογου, κάτω πού περαν τής λογικής — όπως είναι ή άστρολογία. Έδώ καί μερικά χρόνια διεξάγει τό Σώμα πού όλοι οί Γάλλοι βρίσκονται στό έπίκεντρο μιάς ευμεγέθους έκστρατείας έκατομμυρίων φράγκων, κατασκευαστών καί πωλητών. Βρίσκονται μεταξύ έπιστήμης καί τσαρλατανισμού. Καί είναι γεγονός ότι ή άστρολογία, έγινε μιά ώριμη μορφή «θρησκείας» που δεν μπορεί πιά να αγνοήσουν οι κυβερνώντες. «ΣΗΜΕΡΑ στήν τεχνολογική έποχή μας, είπε ό άστρονομικός Ζάν Ρεζόν, οί χρεωμένοι είναι πάντοτε οί «προφήτες» στό κατώφλι του σπιτιού τους. Καί άπό τήν έπιτυχία τους εξάρτάται πολλά πράγματα. (292, 1218, 490, 1595)
table-cell: 2 (1272, 1168, 1280, 1183)
table-cell: 3 (1229, 1150, 1238, 1165)
table-cell: 5 (1412, 1006, 1420, 1021)
total-cell: 54 (1295, 1311, 1340, 1330)
table-cell: 6 (1229, 1042, 1238, 1057)
table-cell: 5 (1360, 1240, 1368, 1255)
bullet-divider: ● (156, 1050, 170, 1066)
table-cell: 9 (1180, 1258, 1188, 1273)
table-cell: 9 (1180, 1006, 1188, 1021)
sports-news-2: Η ΠΕΡΙΦΗΜΟΣ Αγγλική όμάς ποδοσφαίρου τής Αρσεναλ ήττήθη 2 — 0 άπό τήν Σέφιλντ καί άπεκλείσθη τών περαιτέρω άγώνων τού Κυπέλλου τής Αγγλίας τής Λίγκ 1971 — 72. (1360, 431, 1555, 512)
table-cell: 1 (1272, 1132, 1280, 1147)
table-cell: 5 (1229, 1006, 1238, 1021)
table-cell: 10 (1510, 1204, 1526, 1219)
list-item: 1969: Μίλαν — Έστουντιάντες 3 — 0, 1 — 2. (935, 528, 1136, 555)
table-cell: 1 (1313, 1024, 1321, 1039)
table-cell: 14 (1408, 1150, 1424, 1165)
lottery-stamp: Αγγλία (714, 1421, 794, 1446)
table-cell: 3 (1272, 1186, 1280, 1201)
star-divider: ✱✱✱ (1226, 359, 1271, 376)
table-cell: 2 (1272, 1060, 1280, 1075)
